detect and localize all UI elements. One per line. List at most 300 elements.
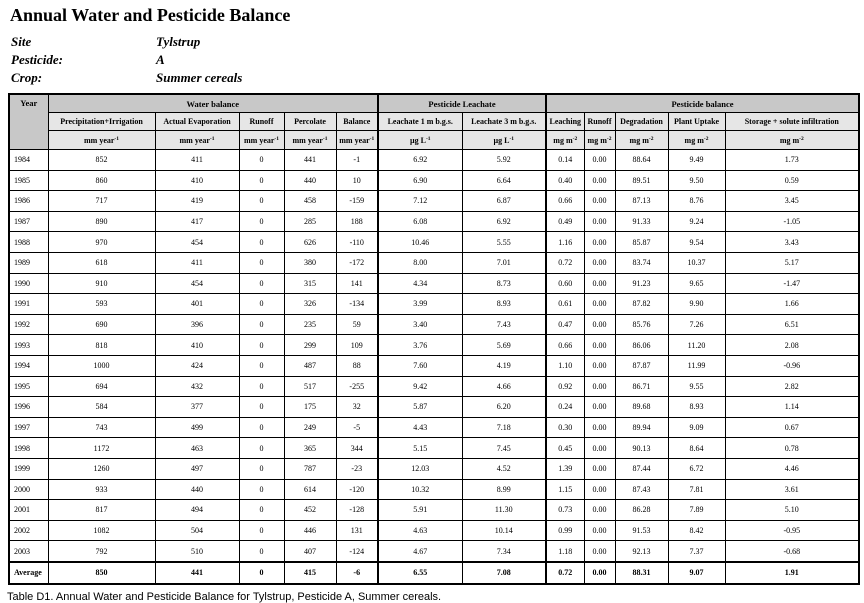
unit-text: µg L xyxy=(493,135,510,145)
table-cell: 141 xyxy=(336,273,378,294)
table-cell: 0.61 xyxy=(546,294,584,315)
table-cell: 401 xyxy=(155,294,239,315)
table-cell: 0 xyxy=(239,376,284,397)
table-cell: 626 xyxy=(284,232,336,253)
table-cell: 0.00 xyxy=(584,458,615,479)
table-row xyxy=(9,252,859,273)
table-cell: 0 xyxy=(239,170,284,191)
table-cell: 0 xyxy=(239,211,284,232)
table-cell: 0 xyxy=(239,335,284,356)
unit-text: mg m xyxy=(629,135,649,145)
table-cell: 1.66 xyxy=(725,294,859,315)
table-row xyxy=(9,273,859,294)
table-cell: 131 xyxy=(336,520,378,541)
table-cell: 4.46 xyxy=(725,458,859,479)
table-cell: 10.32 xyxy=(378,479,462,500)
table-cell: 0.00 xyxy=(584,479,615,500)
unit-exponent: -2 xyxy=(799,135,804,142)
table-cell: 2.82 xyxy=(725,376,859,397)
table-cell: 7.43 xyxy=(462,314,546,335)
column-unit xyxy=(546,131,584,150)
table-cell: 4.43 xyxy=(378,417,462,438)
table-cell: 83.74 xyxy=(615,252,668,273)
table-cell: 0.67 xyxy=(725,417,859,438)
year-cell: 1987 xyxy=(9,211,48,232)
table-row xyxy=(9,417,859,438)
table-cell: 458 xyxy=(284,191,336,212)
year-cell: 2002 xyxy=(9,520,48,541)
table-cell: 91.23 xyxy=(615,273,668,294)
unit-text: mg m xyxy=(553,135,573,145)
table-cell: 10.37 xyxy=(668,252,725,273)
table-cell: 10.46 xyxy=(378,232,462,253)
table-cell: 7.34 xyxy=(462,541,546,562)
table-cell: 7.89 xyxy=(668,500,725,521)
table-cell: -1.47 xyxy=(725,273,859,294)
table-cell: 0.40 xyxy=(546,170,584,191)
column-unit xyxy=(155,131,239,150)
unit-exponent: -1 xyxy=(274,135,280,142)
table-cell: -124 xyxy=(336,541,378,562)
table-cell: 88.64 xyxy=(615,150,668,171)
year-cell: 1984 xyxy=(9,150,48,171)
table-cell: 9.50 xyxy=(668,170,725,191)
table-cell: 4.66 xyxy=(462,376,546,397)
unit-text: mg m xyxy=(684,135,704,145)
table-cell: 454 xyxy=(155,273,239,294)
table-cell: 0 xyxy=(239,541,284,562)
unit-exponent: -1 xyxy=(369,135,375,142)
table-cell: 0 xyxy=(239,438,284,459)
table-cell: 5.92 xyxy=(462,150,546,171)
table-cell: 0.00 xyxy=(584,335,615,356)
table-cell: 1000 xyxy=(48,355,155,376)
column-header: Storage + solute infiltration xyxy=(725,113,859,131)
table-row xyxy=(9,170,859,191)
table-cell: 0.47 xyxy=(546,314,584,335)
table-cell: 5.87 xyxy=(378,397,462,418)
unit-text: mm year xyxy=(83,135,115,145)
table-cell: 5.10 xyxy=(725,500,859,521)
table-cell: 0.00 xyxy=(584,294,615,315)
table-cell: 432 xyxy=(155,376,239,397)
table-cell: 0 xyxy=(239,150,284,171)
meta-label: Crop: xyxy=(11,70,43,85)
table-cell: 2.08 xyxy=(725,335,859,356)
table-cell: 175 xyxy=(284,397,336,418)
table-cell: 0.72 xyxy=(546,252,584,273)
column-unit xyxy=(239,131,284,150)
table-row xyxy=(9,294,859,315)
table-cell: 235 xyxy=(284,314,336,335)
column-unit xyxy=(584,131,615,150)
table-cell: 1172 xyxy=(48,438,155,459)
table-cell: 0 xyxy=(239,397,284,418)
water-balance-group-header: Water balance xyxy=(48,94,378,113)
table-cell: 396 xyxy=(155,314,239,335)
table-cell: -172 xyxy=(336,252,378,273)
year-cell: 1989 xyxy=(9,252,48,273)
table-cell: 0.72 xyxy=(546,562,584,584)
table-row xyxy=(9,191,859,212)
column-header: Plant Uptake xyxy=(668,113,725,131)
table-cell: 8.42 xyxy=(668,520,725,541)
table-cell: 7.45 xyxy=(462,438,546,459)
table-cell: 0.66 xyxy=(546,191,584,212)
table-cell: 1.18 xyxy=(546,541,584,562)
table-row xyxy=(9,458,859,479)
table-cell: 0 xyxy=(239,273,284,294)
table-cell: 9.54 xyxy=(668,232,725,253)
column-header: Leaching xyxy=(546,113,584,131)
meta-value: Summer cereals xyxy=(156,70,243,85)
year-cell: 2000 xyxy=(9,479,48,500)
table-cell: 1082 xyxy=(48,520,155,541)
year-cell: 1985 xyxy=(9,170,48,191)
table-cell: 1.16 xyxy=(546,232,584,253)
table-cell: 0.00 xyxy=(584,191,615,212)
column-unit xyxy=(462,131,546,150)
table-cell: 9.24 xyxy=(668,211,725,232)
table-cell: 1.39 xyxy=(546,458,584,479)
table-cell: 11.99 xyxy=(668,355,725,376)
table-cell: 5.69 xyxy=(462,335,546,356)
table-cell: 7.18 xyxy=(462,417,546,438)
table-cell: 3.99 xyxy=(378,294,462,315)
column-header: Leachate 1 m b.g.s. xyxy=(378,113,462,131)
table-cell: 6.72 xyxy=(668,458,725,479)
table-cell: 0.78 xyxy=(725,438,859,459)
year-cell: 2003 xyxy=(9,541,48,562)
year-cell: 1992 xyxy=(9,314,48,335)
column-header: Percolate xyxy=(284,113,336,131)
table-cell: -5 xyxy=(336,417,378,438)
unit-text: mg m xyxy=(587,135,607,145)
table-cell: 8.99 xyxy=(462,479,546,500)
year-cell: 1990 xyxy=(9,273,48,294)
table-cell: 410 xyxy=(155,170,239,191)
table-row xyxy=(9,541,859,562)
table-cell: 517 xyxy=(284,376,336,397)
table-cell: 9.90 xyxy=(668,294,725,315)
table-cell: 910 xyxy=(48,273,155,294)
table-cell: -128 xyxy=(336,500,378,521)
table-cell: 3.76 xyxy=(378,335,462,356)
column-header: Actual Evaporation xyxy=(155,113,239,131)
table-cell: 8.00 xyxy=(378,252,462,273)
table-cell: 380 xyxy=(284,252,336,273)
average-row xyxy=(9,562,859,584)
table-cell: 441 xyxy=(155,562,239,584)
column-unit xyxy=(48,131,155,150)
year-cell: 1996 xyxy=(9,397,48,418)
table-cell: 8.73 xyxy=(462,273,546,294)
table-cell: 0 xyxy=(239,458,284,479)
year-cell: 1998 xyxy=(9,438,48,459)
year-cell: 1988 xyxy=(9,232,48,253)
table-cell: 487 xyxy=(284,355,336,376)
column-unit xyxy=(725,131,859,150)
year-cell: 1986 xyxy=(9,191,48,212)
year-cell: 1997 xyxy=(9,417,48,438)
table-cell: 0.00 xyxy=(584,232,615,253)
table-cell: 694 xyxy=(48,376,155,397)
table-cell: 415 xyxy=(284,562,336,584)
table-cell: 11.20 xyxy=(668,335,725,356)
table-cell: 7.08 xyxy=(462,562,546,584)
table-cell: 8.93 xyxy=(462,294,546,315)
meta-value: Tylstrup xyxy=(156,34,201,49)
table-cell: -134 xyxy=(336,294,378,315)
table-cell: -120 xyxy=(336,479,378,500)
table-cell: 9.09 xyxy=(668,417,725,438)
table-cell: 6.51 xyxy=(725,314,859,335)
table-cell: 1.10 xyxy=(546,355,584,376)
table-cell: 86.71 xyxy=(615,376,668,397)
table-cell: 6.87 xyxy=(462,191,546,212)
table-cell: 0.00 xyxy=(584,417,615,438)
table-cell: 88 xyxy=(336,355,378,376)
table-row xyxy=(9,479,859,500)
table-row xyxy=(9,150,859,171)
year-cell: 2001 xyxy=(9,500,48,521)
table-cell: 0.30 xyxy=(546,417,584,438)
table-cell: -1 xyxy=(336,150,378,171)
table-cell: 92.13 xyxy=(615,541,668,562)
table-cell: 0.59 xyxy=(725,170,859,191)
table-cell: 89.51 xyxy=(615,170,668,191)
year-cell: 1994 xyxy=(9,355,48,376)
table-cell: 9.55 xyxy=(668,376,725,397)
table-cell: 407 xyxy=(284,541,336,562)
pesticide-balance-group-header: Pesticide balance xyxy=(546,94,859,113)
unit-exponent: -1 xyxy=(322,135,328,142)
table-cell: 0.24 xyxy=(546,397,584,418)
table-cell: 3.43 xyxy=(725,232,859,253)
table-cell: 6.64 xyxy=(462,170,546,191)
table-cell: 0.99 xyxy=(546,520,584,541)
table-cell: 7.60 xyxy=(378,355,462,376)
year-cell: 1995 xyxy=(9,376,48,397)
table-cell: 0 xyxy=(239,417,284,438)
column-unit xyxy=(284,131,336,150)
balance-table xyxy=(8,93,860,585)
table-cell: 85.87 xyxy=(615,232,668,253)
table-cell: 618 xyxy=(48,252,155,273)
table-cell: 0.92 xyxy=(546,376,584,397)
table-cell: 593 xyxy=(48,294,155,315)
table-cell: 9.49 xyxy=(668,150,725,171)
table-cell: 0.00 xyxy=(584,438,615,459)
table-cell: 411 xyxy=(155,150,239,171)
table-cell: 1.73 xyxy=(725,150,859,171)
unit-exponent: -2 xyxy=(648,135,654,142)
table-cell: -0.95 xyxy=(725,520,859,541)
table-cell: 5.17 xyxy=(725,252,859,273)
column-unit xyxy=(336,131,378,150)
table-cell: 0.00 xyxy=(584,314,615,335)
table-cell: 87.43 xyxy=(615,479,668,500)
table-row xyxy=(9,232,859,253)
table-cell: 787 xyxy=(284,458,336,479)
table-cell: 0.00 xyxy=(584,211,615,232)
table-cell: 410 xyxy=(155,335,239,356)
table-cell: 970 xyxy=(48,232,155,253)
table-cell: 299 xyxy=(284,335,336,356)
table-cell: 6.20 xyxy=(462,397,546,418)
table-cell: 614 xyxy=(284,479,336,500)
unit-exponent: -2 xyxy=(572,135,578,142)
table-cell: 7.81 xyxy=(668,479,725,500)
table-cell: 4.34 xyxy=(378,273,462,294)
table-cell: 7.26 xyxy=(668,314,725,335)
table-cell: 4.67 xyxy=(378,541,462,562)
column-header: Runoff xyxy=(239,113,284,131)
table-cell: 0 xyxy=(239,294,284,315)
table-cell: 0 xyxy=(239,191,284,212)
table-cell: 0.60 xyxy=(546,273,584,294)
table-cell: 890 xyxy=(48,211,155,232)
table-cell: 499 xyxy=(155,417,239,438)
year-cell: 1991 xyxy=(9,294,48,315)
year-column-header: Year xyxy=(9,94,48,150)
table-cell: 0.14 xyxy=(546,150,584,171)
table-cell: 440 xyxy=(284,170,336,191)
table-cell: 0.00 xyxy=(584,520,615,541)
table-cell: 0.00 xyxy=(584,150,615,171)
table-cell: 89.68 xyxy=(615,397,668,418)
table-row xyxy=(9,211,859,232)
meta-label: Pesticide: xyxy=(11,52,63,67)
table-cell: 0.00 xyxy=(584,500,615,521)
table-row xyxy=(9,314,859,335)
year-cell: 1999 xyxy=(9,458,48,479)
table-cell: 0 xyxy=(239,232,284,253)
table-cell: 818 xyxy=(48,335,155,356)
table-cell: 86.28 xyxy=(615,500,668,521)
table-cell: 249 xyxy=(284,417,336,438)
table-cell: 0.00 xyxy=(584,541,615,562)
table-cell: 8.64 xyxy=(668,438,725,459)
column-unit xyxy=(668,131,725,150)
table-cell: 88.31 xyxy=(615,562,668,584)
table-cell: 0 xyxy=(239,500,284,521)
table-cell: 441 xyxy=(284,150,336,171)
table-cell: -159 xyxy=(336,191,378,212)
table-cell: 90.13 xyxy=(615,438,668,459)
table-cell: 1.14 xyxy=(725,397,859,418)
table-cell: 6.90 xyxy=(378,170,462,191)
table-cell: 0.00 xyxy=(584,355,615,376)
table-cell: -110 xyxy=(336,232,378,253)
meta-value: A xyxy=(156,52,165,67)
table-cell: 0.73 xyxy=(546,500,584,521)
table-cell: 32 xyxy=(336,397,378,418)
table-cell: 365 xyxy=(284,438,336,459)
table-cell: 59 xyxy=(336,314,378,335)
table-cell: 9.07 xyxy=(668,562,725,584)
page-title: Annual Water and Pesticide Balance xyxy=(10,5,291,25)
table-cell: 0.00 xyxy=(584,273,615,294)
unit-exponent: -2 xyxy=(703,135,709,142)
table-cell: -0.68 xyxy=(725,541,859,562)
unit-text: mm year xyxy=(179,135,210,145)
average-label: Average xyxy=(9,562,48,584)
table-cell: 0 xyxy=(239,479,284,500)
table-cell: 504 xyxy=(155,520,239,541)
table-cell: 0.00 xyxy=(584,170,615,191)
table-cell: 6.92 xyxy=(462,211,546,232)
table-cell: -6 xyxy=(336,562,378,584)
column-header: Precipitation+Irrigation xyxy=(48,113,155,131)
table-cell: 5.55 xyxy=(462,232,546,253)
table-cell: 9.42 xyxy=(378,376,462,397)
unit-exponent: -2 xyxy=(606,135,612,142)
table-cell: 3.61 xyxy=(725,479,859,500)
table-row xyxy=(9,438,859,459)
table-cell: 10 xyxy=(336,170,378,191)
table-cell: 91.53 xyxy=(615,520,668,541)
table-cell: 497 xyxy=(155,458,239,479)
column-unit xyxy=(378,131,462,150)
table-cell: 860 xyxy=(48,170,155,191)
table-cell: 0.00 xyxy=(584,397,615,418)
table-cell: 6.55 xyxy=(378,562,462,584)
table-cell: 8.93 xyxy=(668,397,725,418)
table-cell: 1.15 xyxy=(546,479,584,500)
table-cell: 315 xyxy=(284,273,336,294)
table-cell: 1260 xyxy=(48,458,155,479)
table-cell: 419 xyxy=(155,191,239,212)
table-cell: 87.87 xyxy=(615,355,668,376)
table-cell: -0.96 xyxy=(725,355,859,376)
table-cell: 85.76 xyxy=(615,314,668,335)
unit-text: mm year xyxy=(243,135,275,145)
table-cell: 377 xyxy=(155,397,239,418)
table-cell: -23 xyxy=(336,458,378,479)
table-cell: 6.92 xyxy=(378,150,462,171)
column-header: Degradation xyxy=(615,113,668,131)
table-cell: 452 xyxy=(284,500,336,521)
table-cell: 0.45 xyxy=(546,438,584,459)
table-cell: 0 xyxy=(239,355,284,376)
table-cell: 7.37 xyxy=(668,541,725,562)
table-row xyxy=(9,397,859,418)
year-cell: 1993 xyxy=(9,335,48,356)
table-cell: 86.06 xyxy=(615,335,668,356)
table-cell: 87.44 xyxy=(615,458,668,479)
table-cell: 446 xyxy=(284,520,336,541)
table-cell: 1.91 xyxy=(725,562,859,584)
table-cell: 188 xyxy=(336,211,378,232)
table-cell: 792 xyxy=(48,541,155,562)
unit-text: mg m xyxy=(779,135,800,145)
table-cell: 463 xyxy=(155,438,239,459)
table-cell: 0 xyxy=(239,562,284,584)
table-cell: 7.12 xyxy=(378,191,462,212)
table-cell: 5.15 xyxy=(378,438,462,459)
table-cell: 344 xyxy=(336,438,378,459)
table-cell: 6.08 xyxy=(378,211,462,232)
table-cell: 0 xyxy=(239,520,284,541)
table-cell: 0.00 xyxy=(584,376,615,397)
unit-exponent: -1 xyxy=(209,135,215,142)
table-row xyxy=(9,376,859,397)
table-cell: 3.40 xyxy=(378,314,462,335)
table-cell: 89.94 xyxy=(615,417,668,438)
table-cell: 510 xyxy=(155,541,239,562)
table-cell: 440 xyxy=(155,479,239,500)
